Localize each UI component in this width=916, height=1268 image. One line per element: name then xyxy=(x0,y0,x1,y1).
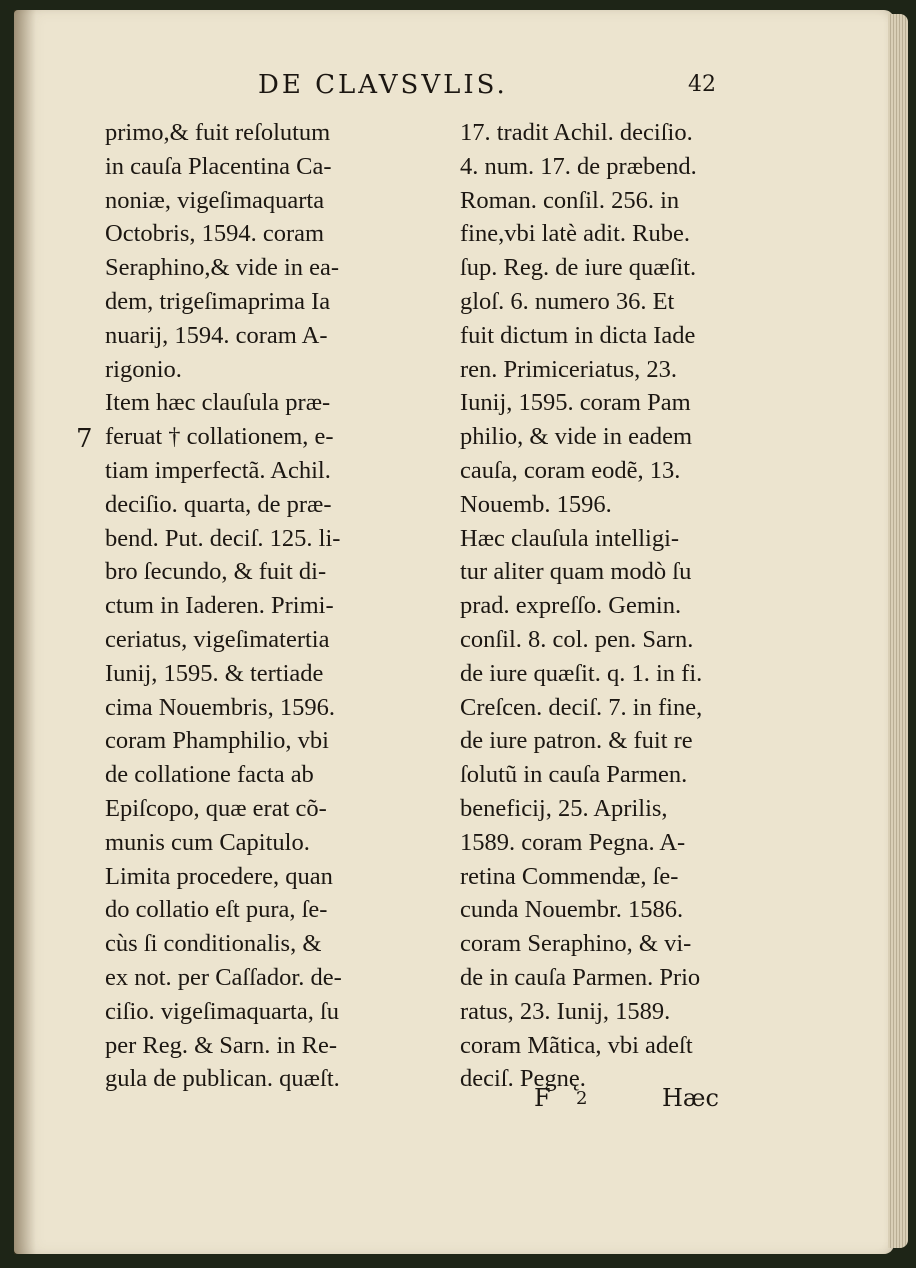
text-line: per Reg. & Sarn. in Re- xyxy=(105,1031,338,1059)
text-line: Octobris, 1594. coram xyxy=(105,220,325,248)
text-line: tiam imperfectã. Achil. xyxy=(105,456,331,484)
text-line: deciſio. quarta, de præ- xyxy=(105,490,332,518)
text-line: 4. num. 17. de præbend. xyxy=(460,152,697,180)
text-line: cauſa, coram eodẽ, 13. xyxy=(460,456,681,484)
text-line: Iunij, 1595. & tertiade xyxy=(105,659,324,687)
text-line: dem, trigeſimaprima Ia xyxy=(105,287,331,315)
text-line: retina Commendæ, ſe- xyxy=(460,862,679,890)
text-line: ciſio. vigeſimaquarta, ſu xyxy=(105,997,340,1025)
text-line: fuit dictum in dicta Iade xyxy=(460,321,696,349)
text-line: philio, & vide in eadem xyxy=(460,423,693,451)
text-line: Epiſcopo, quæ erat cõ- xyxy=(105,794,327,822)
page-number: 42 xyxy=(688,72,716,97)
margin-note-number: 7 xyxy=(76,424,93,454)
text-line: nuarij, 1594. coram A- xyxy=(105,321,328,349)
text-line: ctum in Iaderen. Primi- xyxy=(105,592,334,620)
text-line: Roman. conſil. 256. in xyxy=(460,186,680,214)
text-line: fine,vbi latè adit. Rube. xyxy=(460,220,690,248)
running-head: DE CLAVSVLIS. xyxy=(258,70,508,100)
text-line: do collatio eſt pura, ſe- xyxy=(105,896,328,924)
text-line: feruat † collationem, e- xyxy=(105,423,334,451)
text-line: ren. Primiceriatus, 23. xyxy=(460,355,678,383)
text-line: Iunij, 1595. coram Pam xyxy=(460,389,691,417)
text-line: munis cum Capitulo. xyxy=(105,828,310,856)
text-line: ſolutũ in cauſa Parmen. xyxy=(460,761,688,789)
page-edges xyxy=(888,14,908,1248)
text-line: bro ſecundo, & fuit di- xyxy=(105,558,327,586)
text-line: ex not. per Caſſador. de- xyxy=(105,963,342,991)
text-line: de in cauſa Parmen. Prio xyxy=(460,963,701,991)
text-line: tur aliter quam modò ſu xyxy=(460,558,692,586)
text-line: in cauſa Placentina Ca- xyxy=(105,152,332,180)
text-line: Nouemb. 1596. xyxy=(460,490,612,518)
text-line: coram Seraphino, & vi- xyxy=(460,930,692,958)
text-line: ſup. Reg. de iure quæſit. xyxy=(460,254,697,282)
text-line: de iure patron. & fuit re xyxy=(460,727,693,755)
text-line: cima Nouembris, 1596. xyxy=(105,693,335,721)
text-line: noniæ, vigeſimaquarta xyxy=(105,186,325,214)
text-line: de iure quæſit. q. 1. in fi. xyxy=(460,659,703,687)
text-line: beneficij, 25. Aprilis, xyxy=(460,794,668,822)
text-line: coram Phamphilio, vbi xyxy=(105,727,329,755)
text-line: bend. Put. deciſ. 125. li- xyxy=(105,524,341,552)
signature-mark: F xyxy=(534,1084,551,1112)
text-line: Hæc clauſula intelligi- xyxy=(460,524,680,552)
catchword: Hæc xyxy=(662,1084,719,1112)
text-line: de collatione facta ab xyxy=(105,761,314,789)
right-text-column xyxy=(460,116,770,1096)
signature-number: 2 xyxy=(576,1088,588,1109)
text-line: ratus, 23. Iunij, 1589. xyxy=(460,997,671,1025)
text-line: Limita procedere, quan xyxy=(105,862,333,890)
text-line: Creſcen. deciſ. 7. in fine, xyxy=(460,693,703,721)
text-line: 1589. coram Pegna. A- xyxy=(460,828,686,856)
text-line: Item hæc clauſula præ- xyxy=(105,389,331,417)
gutter-shadow xyxy=(14,10,36,1254)
text-line: cunda Nouembr. 1586. xyxy=(460,896,684,924)
left-text-column xyxy=(105,116,405,1096)
text-line: prad. expreſſo. Gemin. xyxy=(460,592,682,620)
text-line: coram Mãtica, vbi adeſt xyxy=(460,1031,693,1059)
text-line: Seraphino,& vide in ea- xyxy=(105,254,340,282)
text-line: ceriatus, vigeſimatertia xyxy=(105,625,330,653)
text-line: rigonio. xyxy=(105,355,182,383)
text-line: cùs ſi conditionalis, & xyxy=(105,930,322,958)
text-line: gloſ. 6. numero 36. Et xyxy=(460,287,675,315)
text-line: primo,& fuit reſolutum xyxy=(105,119,331,146)
text-line: conſil. 8. col. pen. Sarn. xyxy=(460,625,694,653)
text-line: deciſ. Pegnę. xyxy=(460,1065,586,1093)
text-line: gula de publican. quæſt. xyxy=(105,1065,340,1093)
text-line: 17. tradit Achil. deciſio. xyxy=(460,119,693,146)
